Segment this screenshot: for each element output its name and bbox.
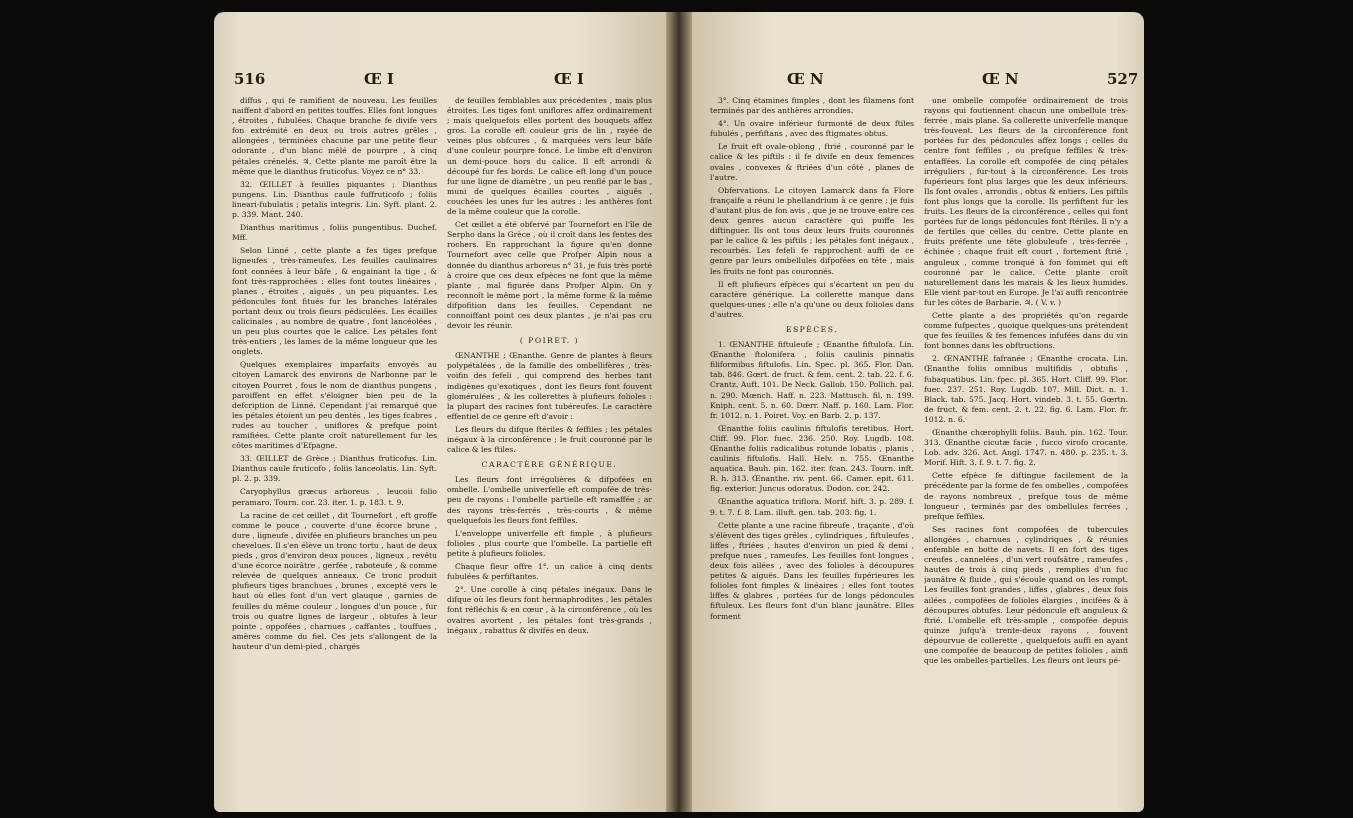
paragraph: Cette plante a des propriétés qu'on regarde comme fufpectes , quoique quelques-uns prétendent que fes feuilles & fes femences infufées dans du vin font bonnes dans les obftructions. [924, 310, 1128, 351]
book-gutter [666, 12, 692, 812]
right-page-header [692, 70, 1144, 92]
paragraph: une ombelle compofée ordinairement de trois rayons qui foutiennent chacun une ombellule très-ferrée , mais plane. Sa collerette univerfelle manque très-fouvent. Les fleurs de la circonférence font portées fur des pédoncules affez longs ; celles du centre font feffiles , ou prefque feffiles & très-entaffées. La corolle eft compofée de cinq pétales irréguliers , fur-tout à la circonférence. Les trois fupérieurs font plus larges que les deux inférieurs. Ils font ovales , arrondis , obtus & entiers. Les piftils font plus longs que la corolle. Ils perfiftent fur les fruits. Les fleurs de la circonférence , celles qui font portées fur de longs pédoncules font ftériles. Il n'y a de fertiles que celles du centre. Cette plante en fruits préfente une tête globuleufe , très-ferrée , échinée ; chaque fruit eft court , fortement ftrié , anguleux , comme tronqué à fon fommet qui eft couronné par le calice. Cette plante croît naturellement dans les marais & les lieux humides. Elle vient par-tout en Europe. Je l'ai auffi rencontrée fur les côtes de Barbarie. ♃. ( V. v. ) [924, 96, 1128, 307]
paragraph: Caryophyllus græcus arboreus , leucoii folio peramaro. Tourn. cor. 23. iter. 1. p. 183. t. 9. [232, 487, 437, 507]
paragraph: 32. ŒILLET à feuilles piquantes ; Dianthus pungens. Lin. Dianthus caule fuffruticofo ; foliis lineari-fubulatis ; petalis integris. Lin. Syft. plant. 2. p. 339. Mant. 240. [232, 179, 437, 220]
paragraph: ŒNANTHE ; Œnanthe. Genre de plantes à fleurs polypétalées , de la famille des ombellifères , très-voifin des fefeli , qui comprend des herbes tant indigènes qu'exotiques , dont les fleurs font fouvent glomérulées , & les collerettes à plufieurs folioles : la plupart des racines font tubéreufes. Le caractère effentiel de ce genre eft d'avoir : [447, 351, 652, 421]
paragraph: CARACTÈRE GÉNÉRIQUE. [481, 460, 618, 470]
right-column-2 [924, 96, 1128, 806]
paragraph: Ses racines font compofées de tubercules allongées , charnues , cylindriques , & réunies enfemble en botte de navets. Il en fort des tiges creufes , cannelées , d'un vert roufsâtre , rameufes , hautes de trois à cinq pieds , remplies d'un fuc jaunâtre & fluide , qui s'écoule quand on les rompt. Les feuilles font grandes , liffes , glabres , deux fois ailées , compofées de folioles élargies , incifées & à découpures obtufes. Leur pédoncule eft anguleux & ftrié. L'ombelle eft très-ample , compofée depuis quinze jufqu'à trente-deux rayons , fouvent dépourvue de collerette , quelquefois auffi en ayant une compofée de beaucoup de petites folioles , ainfi que les ombelles partielles. Les fleurs ont leurs pé- [924, 524, 1128, 666]
paragraph: Œnanthe foliis caulinis fiftulofis teretibus. Hort. Cliff. 99. Flor. fuec. 236. 250. Roy. Lugdb. 108. Œnanthe foliis radicalibus rotunde lobatis , planis , caulinis fiftulofis. Hall. Helv. n. 755. Œnanthe aquatica. Bauh. pin. 162. iter. fcan. 243. Tourn. inft. R. h. 313. Œnanthe. riv. pent. 66. Camer. epit. 611. fig. exterior. Juncus odoratus. Dodon. cor. 242. [710, 423, 914, 494]
paragraph: ESPÈCES. [785, 324, 839, 334]
paragraph: L'enveloppe univerfelle eft fimple , à plufieurs folioles , plus courte que l'ombelle. La partielle eft petite à plufieurs folioles. [447, 528, 652, 558]
paragraph: 4°. Un ovaire inférieur furmonté de deux ftiles fubulés , perfiftans , avec des ftigmates obtus. [710, 119, 914, 139]
paragraph: 2°. Une corolle à cinq pétales inégaux. Dans le difque où les fleurs font hermaphrodites , les pétales font réfléchis & en cœur , à la circonférence , où les ovaires avortent , les pétales font très-grands , inégaux , rabattus & divifés en deux. [447, 585, 652, 635]
left-page-header [214, 70, 666, 92]
paragraph: Quelques exemplaires imparfaits envoyés au citoyen Lamarck des environs de Narbonne par le citoyen Pourret , fous le nom de dianthus pungens , paroiffent en effet s'éloigner bien peu de la defcription de Linné. Cependant j'ai remarqué que les pétales étoient un peu dentés , les tiges fcabres , rudes au toucher , uniflores & prefque point ramifiées. Cette plante croît naturellement fur les côtes maritimes d'Efpagne. [232, 360, 437, 451]
paragraph: 2. ŒNANTHE fafranée ; Œnanthe crocata. Lin. Œnanthe foliis omnibus multifidis , obtufis , fubaquatibus. Lin. fpec. pl. 365. Hort. Cliff. 99. Flor. fuec. 237. 251. Roy. Lugdb. 107. Mill. Dict. n. 1. Black. tab. 575. Jacq. Hort. vindeb. 3. t. 55. Gœrtn. de fruct. & fem. cent. 2. t. 22. fig. 6. Lam. Flor. fr. 1012. n. 6. [924, 354, 1128, 424]
paragraph: Obfervations. Le citoyen Lamarck dans fa Flore françaife a réuni le phellandrium à ce genre ; je fuis d'autant plus de fon avis , que je ne trouve entre ces deux genres aucun caractère qui puiffe les diftinguer. Ils ont tous deux leurs fruits couronnés par le calice & les piftils ; les pétales font inégaux , recourbés. Les fefeli fe rapprochent auffi de ce genre par leurs ombellules difpofées en tête , mais les fruits ne font pas couronnés. [710, 185, 914, 276]
right-column-1 [710, 96, 914, 806]
paragraph: Les fleurs font irrégulières & difpofées en ombelle. L'ombelle univerfelle eft compofée de très-peu de rayons : l'ombelle partielle eft ramaffée ; ar des rayons très-ferrés , très-courts , & même quelquefois les fleurs font feffiles. [447, 475, 652, 525]
right-page-columns [710, 96, 1128, 806]
paragraph: Le fruit eft ovale-oblong , ftrié , couronné par le calice & les piftils : il fe divife en deux femences ovales , convexes & ftriées d'un côté , planes de l'autre. [710, 142, 914, 182]
paragraph: 1. ŒNANTHE fiftuleufe ; Œnanthe fiftulofa. Lin. Œnanthe ftolonifera , foliis caulinis pinnatis filiformibus fiftulofis. Lin. Spec. pl. 365. Flor. Dan. tab. 846. Gœrt. de fruct. & fem. cent. 2. tab. 22. f. 6. Crantz. Auft. 101. De Neck. Gallob. 150. Pollich. pal. n. 290. Mœnch. Haff. n. 223. Mattusch. fil. n. 199. Kniph. cent. 5. n. 60. Dœrr. Naff. p. 160. Lam. Flor. fr. 1012. n. 1. Poiret. Voy. en Barb. 2. p. 137. [710, 340, 914, 420]
right-page [692, 12, 1144, 812]
paragraph: Il eft plufieurs efpèces qui s'écartent un peu du caractère générique. La collerette manque dans quelques-unes ; elle n'a qu'une ou deux folioles dans d'autres. [710, 279, 914, 319]
paragraph: Cette efpèce fe diftingue facilement de la précédente par la forme de fes ombelles , compofées de rayons nombreux , prefque tous de même longueur , terminés par des ombellules ferrées , prefque feffiles. [924, 471, 1128, 521]
paragraph: 33. ŒILLET de Grèce ; Dianthus fruticofus. Lin. Dianthus caule fruticofo , foliis lanceolatis. Lin. Syft. pl. 2. p. 339. [232, 454, 437, 484]
left-column-1 [232, 96, 437, 806]
paragraph: Selon Linné , cette plante a fes tiges prefque ligneufes , très-rameufes. Les feuilles caulinaires font connées à leur bâfe , & engainant la tige , & font très-rapprochées : elles font toutes linéaires , planes , étroites , aiguës , un peu piquantes. Les pédoncules font fitués fur les branches latérales portant deux ou trois fleurs pédiculées. Les écailles calicinales , au nombre de quatre , font lancéolées , un peu plus courtes que le calice. Les pétales font très-entiers , les lames de la même longueur que les onglets. [232, 246, 437, 357]
left-header-right: Œ I [554, 70, 584, 88]
left-header-left: Œ I [364, 70, 394, 88]
paragraph: Œnanthe chœrophylli foliis. Bauh. pin. 162. Tour. 313. Œnanthe cicutæ facie , fucco virofo crocante. Lob. adv. 326. Act. Angl. 1747. n. 480. p. 235. t. 3. Morif. Hift. 3. f. 9. t. 7. fig. 2. [924, 428, 1128, 468]
paragraph: Chaque fleur offre 1°. un calice à cinq dents fubulées & perfiftantes. [447, 562, 652, 582]
paragraph: de feuilles femblables aux précédentes , mais plus étroites. Les tiges font uniflores affez ordinairement ; mais quelquefois elles portent des bouquets affez gros. La corolle eft couleur gris de lin , rayée de veines plus obfcures , & marquées vers leur bâfe d'une couleur pourpre foncé. Le limbe eft d'environ un demi-pouce hors du calice. Il eft arrondi & découpé fur fes bords. Le calice eft long d'un pouce fur une ligne de diamètre , un peu renflé par le bas , muni de quelques écailles courtes , aiguës , couchées les unes fur les autres : les anthères font de la même couleur que la corolle. [447, 96, 652, 217]
paragraph: 3°. Cinq étamines fimples , dont les filamens font terminés par des anthères arrondies. [710, 96, 914, 116]
left-page-number: 516 [234, 70, 266, 88]
right-header-right: Œ N [982, 70, 1019, 88]
paragraph: ( POIRET. ) [519, 336, 580, 346]
right-page-number: 527 [1107, 70, 1139, 88]
paragraph: Cette plante a une racine fibreufe , traçante , d'où s'élèvent des tiges grêles , cylindriques , fiftuleufes , liffes , ftriées , hautes d'environ un pied & demi , prefque nues , rameufes. Les feuilles font longues , deux fois ailées , avec des folioles à découpures petites & aiguës. Dans les feuilles fupérieures les folioles font fimples & linéaires ; elles font toutes liffes & glabres , portées fur de longs pédoncules fiftuleux. Les fleurs font d'un blanc jaunâtre. Elles forment [710, 520, 914, 621]
right-header-left: Œ N [787, 70, 824, 88]
paragraph: La racine de cet œillet , dit Tournefort , eft groffe comme le pouce , couverte d'une écorce brune , dure , ligneufe , divifée en plufieurs branches un peu chevelues. Il s'en élève un tronc tortu , haut de deux pieds , gros d'environ deux pouces , ligneux , revêtu d'une écorce noirâtre , gerfée , raboteufe , & comme relevée de quelques anneaux. Ce tronc produit plufieurs tiges branchues , brunes , excepté vers le haut où elles font d'un vert glauque , garnies de feuilles du même couleur , longues d'un pouce , fur trois ou quatre lignes de largeur , obtufes à leur pointe , oppofées , charnues , caffantes , touffues , amères comme du fiel. Ces jets s'allongent de la hauteur d'un demi-pied , chargés [232, 510, 437, 651]
book-spread [214, 12, 1144, 812]
paragraph: diffus , qui fe ramifient de nouveau. Les feuilles naiffent d'abord en petites touffes. Elles font longues , étroites , fubulées. Chaque branche fe divife vers fon extrémité en deux ou trois autres grêles , allongées , terminées chacune par une petite fleur odorante , d'un blanc mêlé de pourpre , à cinq pétales crénelés. ♃. Cette plante me paroît être la même que le dianthus fruticofus. Voyez ce n° 33. [232, 96, 437, 176]
paragraph: Œnanthe aquatica triflora. Morif. hift. 3. p. 289. f. 9. t. 7. f. 8. Lam. illuft. gen. tab. 203. fig. 1. [710, 497, 914, 517]
left-page-columns [232, 96, 652, 806]
paragraph: Dianthus maritimus , foliis pungentibus. Duchef. Mff. [232, 223, 437, 243]
left-column-2 [447, 96, 652, 806]
left-page [214, 12, 666, 812]
paragraph: Cet œillet a été obfervé par Tournefort en l'île de Serpho dans la Grèce , où il croît dans les fentes des rochers. En rapprochant la figure qu'en donne Tournefort avec celle que Profper Alpin nous a donnée du dianthus arboreus n° 31, je fuis très porté à croire que ces deux efpèces ne font que la même plante , mal figurée dans Profper Alpin. On y reconnoît le même port , la même forme & la même difpofition dans les feuilles. Cependant ne connoiffant point ces deux plantes , je n'ai pas cru devoir les réunir. [447, 220, 652, 331]
paragraph: Les fleurs du difque ftériles & feffiles ; les pétales inégaux à la circonférence ; le fruit couronné par le calice & les ftiles. [447, 424, 652, 455]
